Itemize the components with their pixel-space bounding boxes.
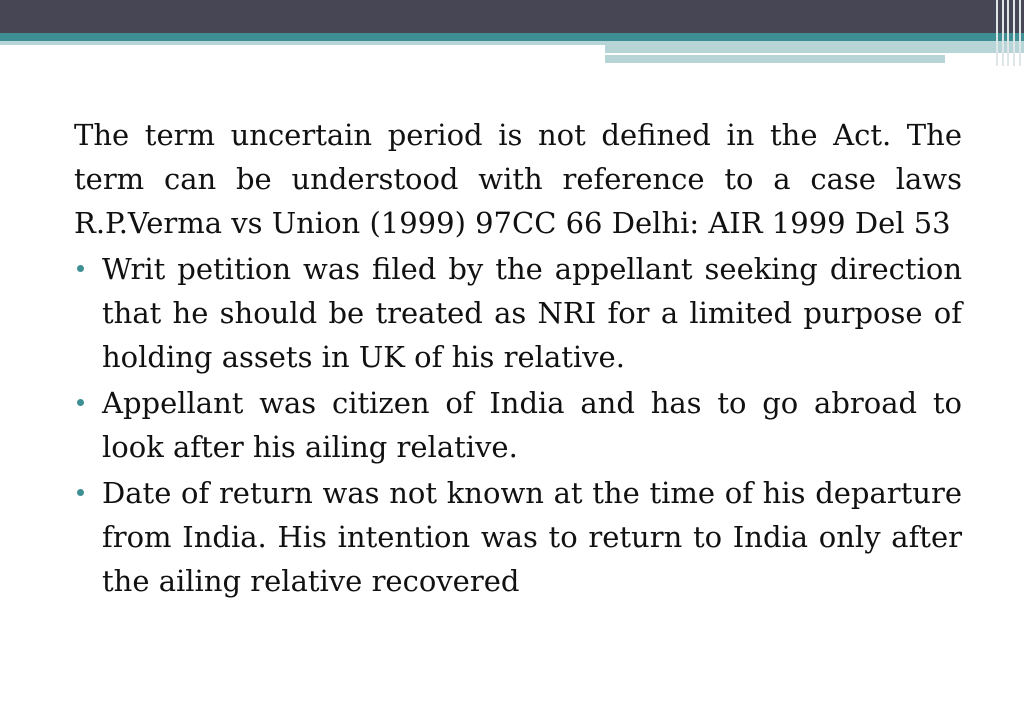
stripe <box>1007 0 1009 66</box>
header-dark-bar <box>0 0 1024 33</box>
slide-body <box>74 113 962 605</box>
bullet-dot-icon <box>77 399 84 406</box>
header-light-bar <box>0 41 605 45</box>
stripe <box>996 0 998 66</box>
bullet-text: Writ petition was filed by the appellant seeking direction that he should be treated as NRI for a limited purpose of holding assets in UK of his relative. <box>102 252 962 374</box>
bullet-item <box>74 247 962 379</box>
header-stripes <box>994 0 1024 66</box>
bullet-list <box>74 247 962 603</box>
bullet-item <box>74 471 962 603</box>
stripe <box>1013 0 1015 66</box>
intro-paragraph: The term uncertain period is not defined in the Act. The term can be understood with reference to a case laws R.P.Verma vs Union (1999) 97CC 66 Delhi: AIR 1999 Del 53 <box>74 118 962 240</box>
bullet-item <box>74 381 962 469</box>
header-light-bar <box>605 55 945 63</box>
bullet-text: Appellant was citizen of India and has to go abroad to look after his ailing relative. <box>102 386 962 464</box>
stripe <box>1002 0 1004 66</box>
bullet-text: Date of return was not known at the time of his departure from India. His intention was to return to India only after the ailing relative recovered <box>102 476 962 598</box>
bullet-dot-icon <box>77 265 84 272</box>
bullet-dot-icon <box>77 489 84 496</box>
stripe <box>1019 0 1021 66</box>
header-light-bar <box>605 41 1024 53</box>
header-teal-bar <box>0 33 1024 41</box>
